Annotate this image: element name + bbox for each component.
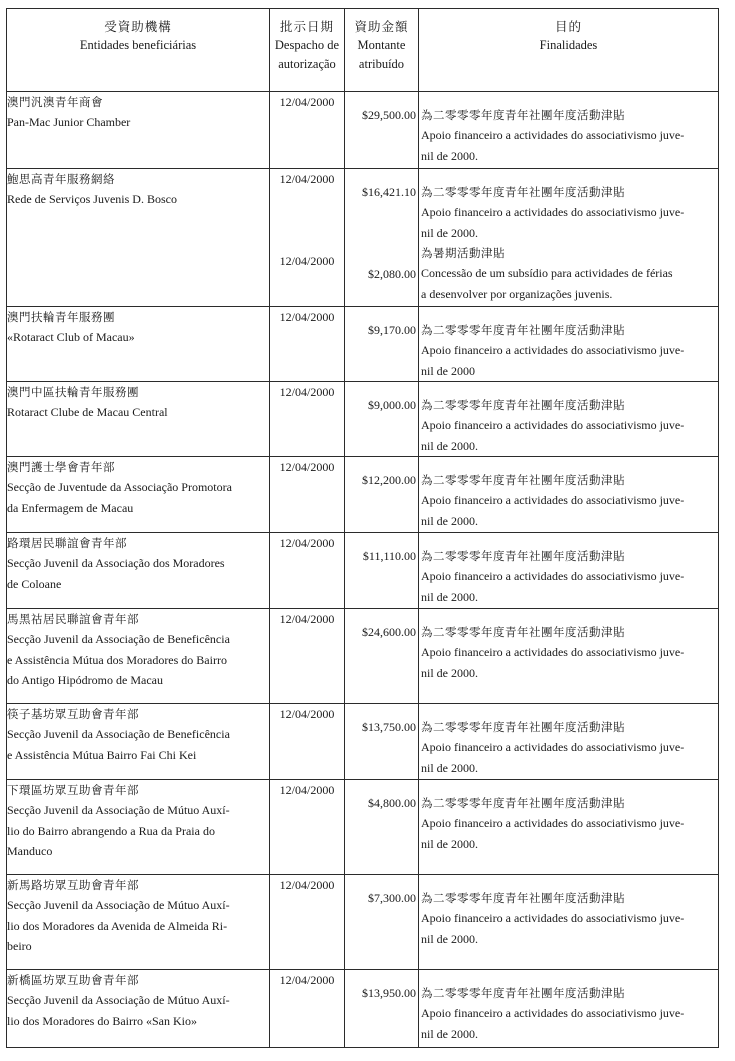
date-cell [270,457,345,533]
entity-name-pt: Secção Juvenil da Associação dos Moradores [7,556,225,570]
header-amount-pt-1: Montante [357,38,406,52]
entity-name-zh: 澳門中區扶輪青年服務團 [7,385,139,399]
grant-date: 12/04/2000 [279,783,335,797]
amount-cell [345,457,419,533]
grant-amount: $2,080.00 [368,266,416,281]
purpose-zh: 為二零零零年度青年社團年度活動津貼 [421,185,625,199]
date-cell [270,704,345,780]
grant-date: 12/04/2000 [279,612,335,626]
purpose-pt: Apoio financeiro a actividades do associativismo juve- [421,645,685,659]
entity-name-pt: lio dos Moradores do Bairro «San Kio» [7,1013,197,1028]
grant-amount: $11,110.00 [362,549,416,563]
entity-name-zh: 新馬路坊眾互助會青年部 [7,878,139,892]
purpose-pt: nil de 2000. [421,438,478,453]
table-row [7,533,719,609]
entity-name-pt: de Coloane [7,576,62,591]
purpose-pt: nil de 2000. [421,760,478,775]
grant-amount: $13,750.00 [362,720,416,734]
purpose-cell [419,382,719,457]
purpose-pt: nil de 2000. [421,225,478,240]
header-entities [7,9,270,92]
purpose-pt: Apoio financeiro a actividades do associativismo juve- [421,418,685,432]
amount-cell [345,307,419,382]
purpose-pt: nil de 2000 [421,363,475,378]
entity-name-zh: 筷子基坊眾互助會青年部 [7,707,139,721]
table-row [7,704,719,780]
grant-amount: $9,000.00 [368,398,416,412]
grant-date: 12/04/2000 [279,95,335,109]
purpose-pt: Apoio financeiro a actividades do associativismo juve- [421,911,685,925]
entity-cell [7,92,270,169]
purpose-cell [419,704,719,780]
purpose-zh: 為二零零零年度青年社團年度活動津貼 [421,549,625,563]
purpose-zh: 為二零零零年度青年社團年度活動津貼 [421,720,625,734]
entity-cell [7,382,270,457]
entity-name-zh: 澳門護士學會青年部 [7,460,115,474]
date-cell [270,169,345,307]
header-date-zh: 批示日期 [279,19,334,34]
entity-name-pt: lio dos Moradores da Avenida de Almeida Ri- [7,918,228,933]
entity-name-pt: da Enfermagem de Macau [7,500,134,515]
table-row [7,780,719,875]
table-body [7,92,719,1048]
grant-gap [345,202,416,264]
table-row [7,307,719,382]
purpose-cell [419,970,719,1048]
entity-name-zh: 澳門扶輪青年服務團 [7,310,115,324]
purpose-pt: Apoio financeiro a actividades do associativismo juve- [421,740,685,754]
date-cell [270,382,345,457]
purpose-cell [419,875,719,970]
grant-amount: $12,200.00 [362,473,416,487]
header-date-pt-1: Despacho de [274,38,340,52]
grant-amount: $29,500.00 [362,108,416,122]
purpose-pt: Apoio financeiro a actividades do associativismo juve- [421,569,685,583]
grant-amount: $16,421.10 [362,185,416,199]
purpose-pt: Apoio financeiro a actividades do associativismo juve- [421,343,685,357]
purpose-cell [419,609,719,704]
header-amount [345,9,419,92]
grant-date: 12/04/2000 [279,973,335,987]
purpose-zh: 為二零零零年度青年社團年度活動津貼 [421,323,625,337]
purpose-zh: 為二零零零年度青年社團年度活動津貼 [421,796,625,810]
amount-cell [345,780,419,875]
entity-name-pt: Pan-Mac Junior Chamber [7,115,131,129]
grant-amount: $7,300.00 [368,891,416,905]
purpose-pt: Apoio financeiro a actividades do associativismo juve- [421,816,685,830]
date-cell [270,92,345,169]
purpose-cell [419,780,719,875]
grant-date: 12/04/2000 [279,878,335,892]
entity-name-pt: Secção Juvenil da Associação de Mútuo Auxí- [7,993,230,1007]
entity-name-zh: 鮑思高青年服務網絡 [7,172,115,186]
header-purpose-zh: 目的 [554,19,582,34]
entity-name-pt: e Assistência Mútua dos Moradores do Bairro [7,652,227,667]
table-row [7,875,719,970]
grants-table [6,8,719,1048]
entity-name-pt: Rotaract Clube de Macau Central [7,405,168,419]
entity-cell [7,533,270,609]
header-date-pt-2: autorização [278,57,336,71]
grant-date: 12/04/2000 [279,253,335,268]
grant-amount: $4,800.00 [368,796,416,810]
entity-name-pt: Secção de Juventude da Associação Promotora [7,480,232,494]
purpose-pt: Apoio financeiro a actividades do associativismo juve- [421,1006,685,1020]
purpose-pt: Apoio financeiro a actividades do associativismo juve- [421,493,685,507]
purpose-zh: 為二零零零年度青年社團年度活動津貼 [421,986,625,1000]
purpose-pt: Concessão de um subsídio para actividades de férias [421,266,673,280]
entity-name-pt: Secção Juvenil da Associação de Mútuo Auxí- [7,898,230,912]
grant-date: 12/04/2000 [279,385,335,399]
entity-cell [7,609,270,704]
purpose-zh: 為二零零零年度青年社團年度活動津貼 [421,891,625,905]
header-entities-pt: Entidades beneficiárias [79,38,197,52]
table-row [7,609,719,704]
entity-name-pt: beiro [7,939,32,953]
entity-cell [7,704,270,780]
entity-name-pt: Manduco [7,844,53,858]
amount-cell [345,533,419,609]
entity-name-pt: Rede de Serviços Juvenis D. Bosco [7,192,177,206]
amount-cell [345,704,419,780]
purpose-pt: Apoio financeiro a actividades do associativismo juve- [421,205,685,219]
grant-date: 12/04/2000 [279,707,335,721]
entity-name-pt: Secção Juvenil da Associação de Mútuo Auxí- [7,803,230,817]
purpose-cell [419,169,719,307]
purpose-cell [419,307,719,382]
date-cell [270,533,345,609]
purpose-pt: nil de 2000. [421,148,478,163]
entity-name-zh: 澳門汎澳青年商會 [7,95,103,109]
purpose-pt: nil de 2000. [421,665,478,680]
entity-name-pt: lio do Bairro abrangendo a Rua da Praia do [7,823,215,838]
purpose-cell [419,92,719,169]
purpose-pt: nil de 2000. [421,1026,478,1041]
amount-cell [345,875,419,970]
amount-cell [345,382,419,457]
grant-date: 12/04/2000 [279,310,335,324]
table-row [7,382,719,457]
grant-amount: $9,170.00 [368,323,416,337]
purpose-pt: nil de 2000. [421,836,478,851]
entity-name-pt: Secção Juvenil da Associação de Beneficência [7,727,230,741]
date-cell [270,609,345,704]
purpose-zh: 為二零零零年度青年社團年度活動津貼 [421,625,625,639]
date-cell [270,875,345,970]
header-date [270,9,345,92]
table-header-row [7,9,719,92]
purpose-pt: nil de 2000. [421,589,478,604]
purpose-cell [419,533,719,609]
header-purpose [419,9,719,92]
table-row [7,970,719,1048]
amount-cell [345,609,419,704]
purpose-zh: 為二零零零年度青年社團年度活動津貼 [421,108,625,122]
purpose-pt: Apoio financeiro a actividades do associativismo juve- [421,128,685,142]
entity-name-pt: do Antigo Hipódromo de Macau [7,673,163,687]
table-row [7,169,719,307]
header-purpose-pt: Finalidades [539,38,598,52]
header-amount-zh: 資助金額 [354,19,409,34]
entity-name-pt: «Rotaract Club of Macau» [7,330,135,344]
grant-amount: $24,600.00 [362,625,416,639]
date-cell [270,307,345,382]
grant-date: 12/04/2000 [279,460,335,474]
entity-cell [7,457,270,533]
entity-cell [7,875,270,970]
date-cell [270,780,345,875]
purpose-zh: 為暑期活動津貼 [421,246,505,260]
table-row [7,457,719,533]
grant-date: 12/04/2000 [279,172,335,186]
amount-cell [345,970,419,1048]
entity-name-pt: e Assistência Mútua Bairro Fai Chi Kei [7,747,197,762]
purpose-pt: a desenvolver por organizações juvenis. [421,286,613,301]
header-entities-zh: 受資助機構 [104,19,172,34]
grant-date: 12/04/2000 [279,536,335,550]
purpose-zh: 為二零零零年度青年社團年度活動津貼 [421,398,625,412]
purpose-cell [419,457,719,533]
amount-cell [345,169,419,307]
table-row [7,92,719,169]
entity-name-zh: 下環區坊眾互助會青年部 [7,783,139,797]
amount-cell [345,92,419,169]
entity-cell [7,780,270,875]
grant-amount: $13,950.00 [362,986,416,1000]
entity-cell [7,169,270,307]
entity-cell [7,307,270,382]
purpose-pt: nil de 2000. [421,513,478,528]
entity-cell [7,970,270,1048]
header-amount-pt-2: atribuído [358,57,405,71]
purpose-pt: nil de 2000. [421,931,478,946]
entity-name-zh: 馬黑祜居民聯誼會青年部 [7,612,139,626]
entity-name-pt: Secção Juvenil da Associação de Beneficência [7,632,230,646]
purpose-zh: 為二零零零年度青年社團年度活動津貼 [421,473,625,487]
entity-name-zh: 新橋區坊眾互助會青年部 [7,973,139,987]
grant-gap [270,189,344,251]
entity-name-zh: 路環居民聯誼會青年部 [7,536,127,550]
date-cell [270,970,345,1048]
